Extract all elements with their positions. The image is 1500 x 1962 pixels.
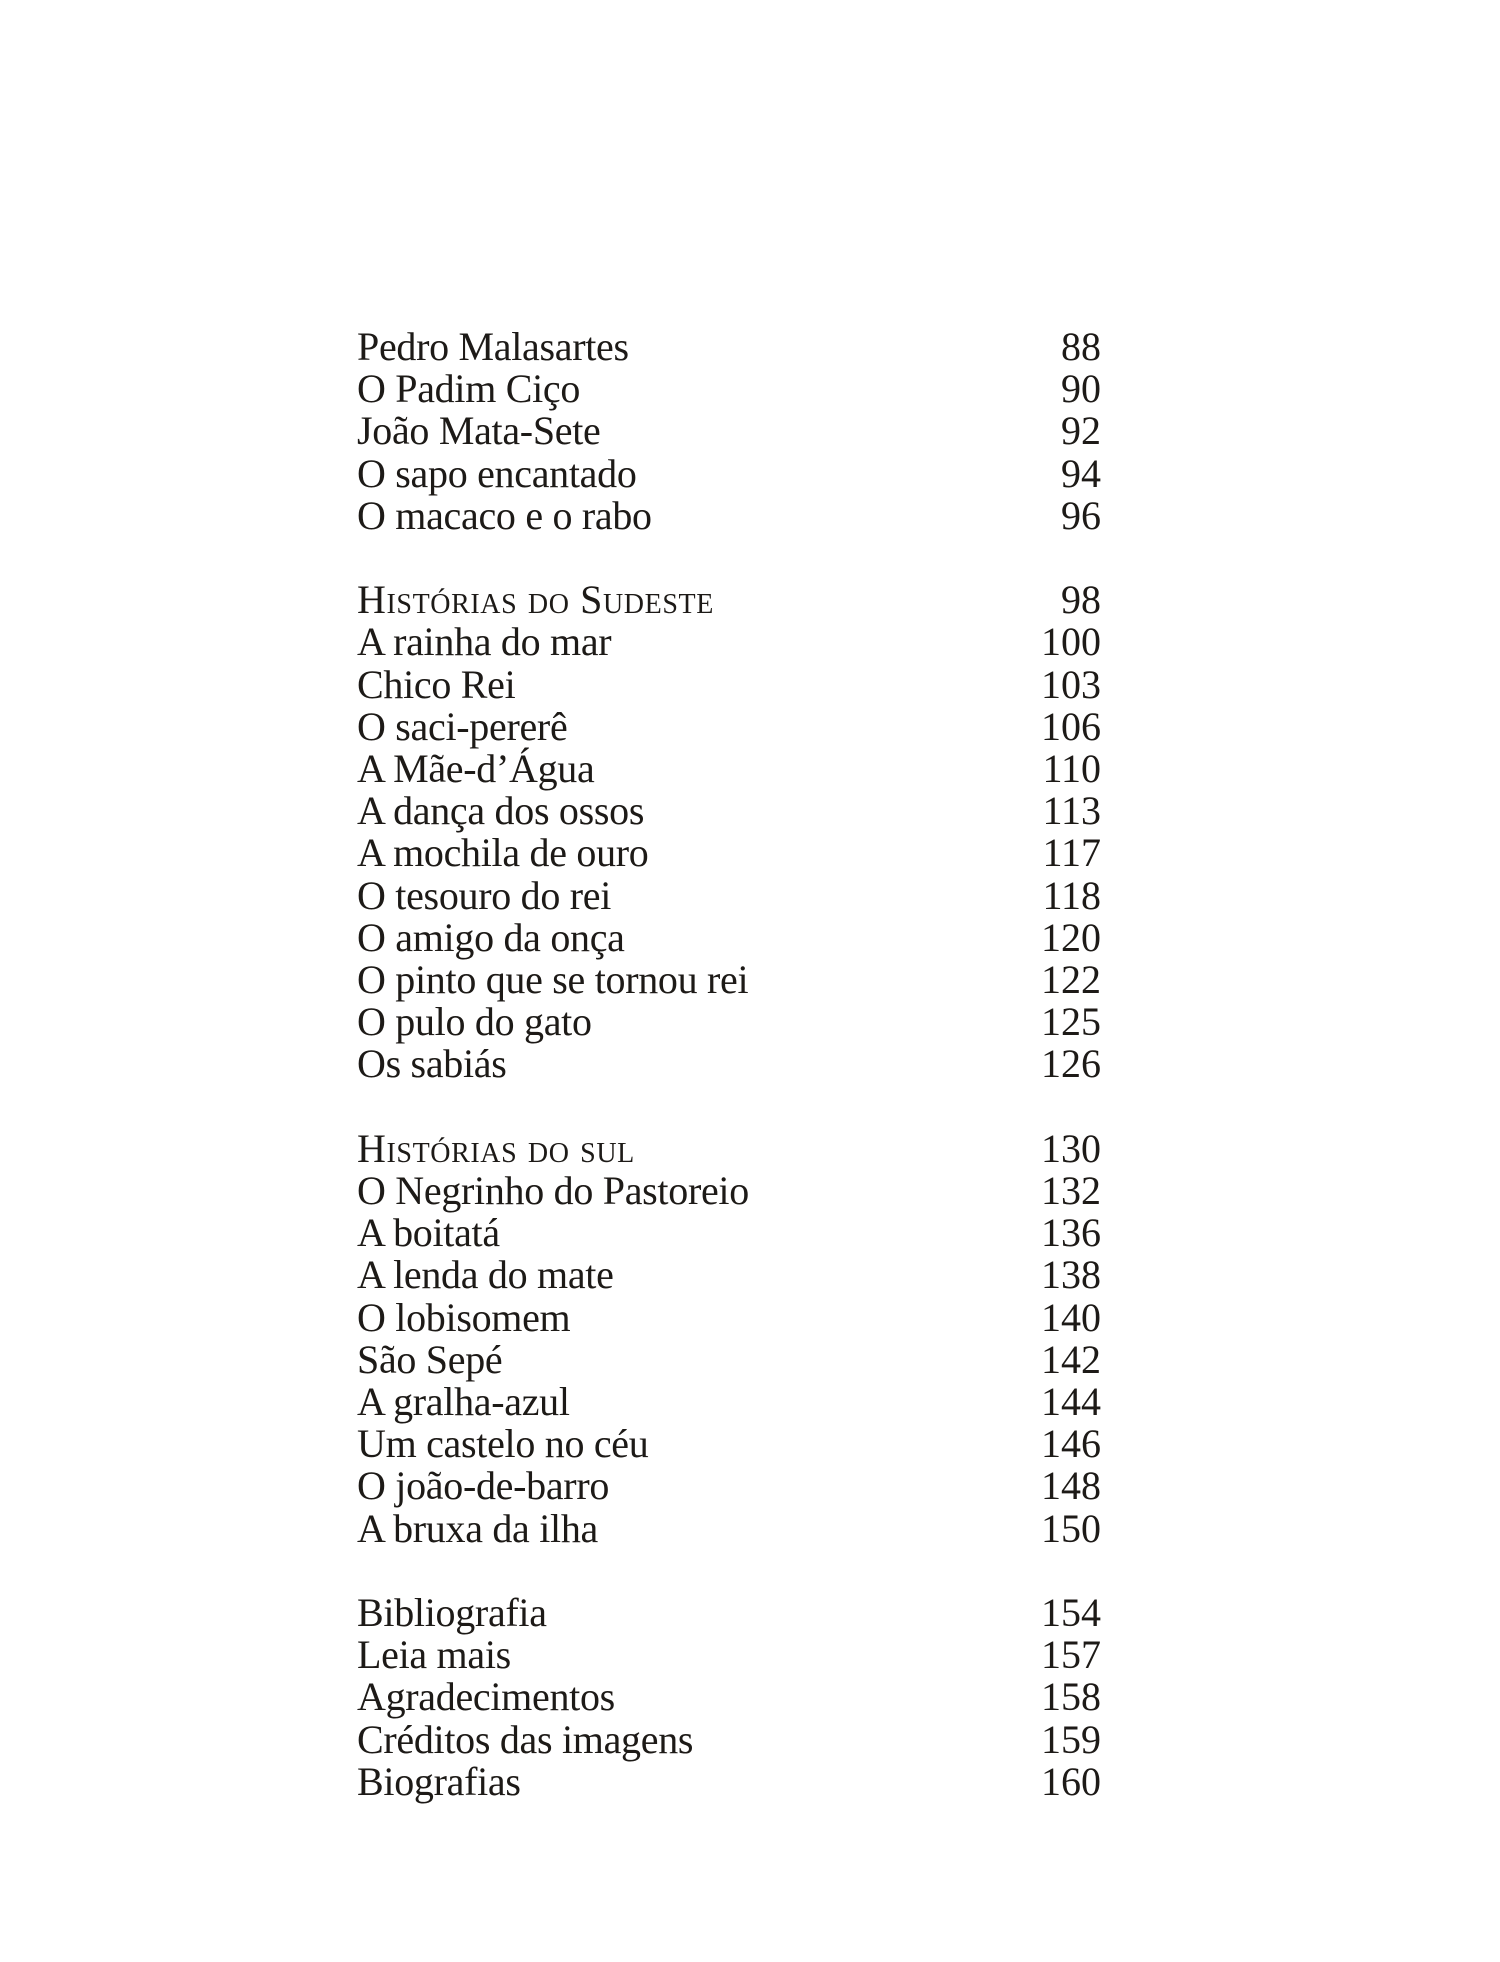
toc-page-number: 88 xyxy=(1061,324,1101,369)
toc-entry-row xyxy=(357,748,1101,790)
toc-entry-title: João Mata-Sete xyxy=(357,408,601,454)
toc-entry-title: Biografias xyxy=(357,1758,521,1804)
toc-page-number: 140 xyxy=(1041,1294,1101,1340)
toc-section xyxy=(357,1592,1101,1803)
toc-entry-title: O macaco e o rabo xyxy=(357,492,652,538)
toc-page-number: 148 xyxy=(1041,1463,1101,1509)
toc-page-number: 90 xyxy=(1061,366,1101,412)
toc-entry-row xyxy=(357,368,1101,410)
toc-entry-row xyxy=(357,326,1101,368)
toc-entry-title: O sapo encantado xyxy=(357,450,637,496)
toc-section-title: Histórias do sul xyxy=(357,1125,635,1171)
toc-entry-title: A Mãe-d’Água xyxy=(357,746,595,792)
toc-entry-title: Os sabiás xyxy=(357,1041,507,1087)
toc-entry-row xyxy=(357,703,1101,749)
toc-entry-row xyxy=(357,1212,1101,1254)
toc-entry-title: Pedro Malasartes xyxy=(357,324,629,369)
toc-page-number: 132 xyxy=(1041,1168,1101,1214)
toc-entry-row xyxy=(357,959,1101,1001)
toc-entry-title: O amigo da onça xyxy=(357,914,625,960)
toc-page-number: 157 xyxy=(1041,1632,1101,1678)
toc-page-number: 125 xyxy=(1041,999,1101,1045)
toc-entry-title: São Sepé xyxy=(357,1336,503,1382)
toc-entry-title: O Negrinho do Pastoreio xyxy=(357,1168,749,1214)
toc-page-number: 159 xyxy=(1041,1716,1101,1762)
toc-page-number: 103 xyxy=(1041,661,1101,707)
toc-entry-row xyxy=(357,450,1101,496)
toc-entry-row xyxy=(357,1676,1101,1718)
toc-entry-title: O tesouro do rei xyxy=(357,872,612,918)
toc-entry-title: Créditos das imagens xyxy=(357,1716,694,1762)
toc-page-number: 110 xyxy=(1042,746,1101,792)
toc-page-number: 138 xyxy=(1041,1252,1101,1298)
toc-entry-row xyxy=(357,492,1101,538)
toc-section-header-row xyxy=(357,579,1101,621)
toc-section-title: Histórias do Sudeste xyxy=(357,577,714,623)
toc-entry-title: O pinto que se tornou rei xyxy=(357,957,749,1003)
toc-page-number: 142 xyxy=(1041,1336,1101,1382)
toc-entry-title: A lenda do mate xyxy=(357,1252,614,1298)
toc-entry-title: O saci-pererê xyxy=(357,703,568,749)
toc-entry-row xyxy=(357,410,1101,452)
toc-entry-row xyxy=(357,1001,1101,1043)
toc-section xyxy=(357,326,1101,537)
toc-page-number: 122 xyxy=(1041,957,1101,1003)
toc-entry-row xyxy=(357,914,1101,960)
toc-page-number: 136 xyxy=(1041,1210,1101,1256)
toc-page-number: 118 xyxy=(1042,872,1101,918)
toc-page-number: 96 xyxy=(1061,492,1101,538)
toc-page-number: 150 xyxy=(1041,1505,1101,1551)
toc-entry-row xyxy=(357,661,1101,707)
toc-entry-row xyxy=(357,1294,1101,1340)
toc-page-number: 130 xyxy=(1041,1125,1101,1171)
toc-entry-row xyxy=(357,621,1101,663)
toc-entry-row xyxy=(357,872,1101,918)
toc-page-number: 146 xyxy=(1041,1421,1101,1467)
toc-entry-row xyxy=(357,790,1101,832)
toc-entry-title: Leia mais xyxy=(357,1632,511,1678)
toc-page-number: 120 xyxy=(1041,914,1101,960)
toc-entry-row xyxy=(357,1254,1101,1296)
toc-page-number: 160 xyxy=(1041,1758,1101,1804)
toc-page-number: 100 xyxy=(1041,619,1101,665)
toc-entry-row xyxy=(357,832,1101,874)
toc-entry-title: A boitatá xyxy=(357,1210,500,1256)
toc-entry-row xyxy=(357,1381,1101,1423)
toc-entry-title: O Padim Ciço xyxy=(357,366,581,412)
toc-entry-row xyxy=(357,1758,1101,1804)
toc-entry-row xyxy=(357,1423,1101,1465)
toc-entry-title: A dança dos ossos xyxy=(357,788,645,834)
toc-entry-row xyxy=(357,1634,1101,1676)
toc xyxy=(357,326,1101,1803)
toc-page-number: 92 xyxy=(1061,408,1101,454)
toc-section-header-row xyxy=(357,1125,1101,1171)
toc-page-number: 117 xyxy=(1042,830,1101,876)
toc-page-number: 154 xyxy=(1041,1590,1101,1636)
toc-entry-title: Chico Rei xyxy=(357,661,516,707)
toc-entry-row xyxy=(357,1465,1101,1507)
toc-entry-title: A rainha do mar xyxy=(357,619,612,665)
toc-entry-title: O joão-de-barro xyxy=(357,1463,610,1509)
toc-entry-title: A bruxa da ilha xyxy=(357,1505,598,1551)
toc-entry-title: Agradecimentos xyxy=(357,1674,615,1720)
toc-page-number: 158 xyxy=(1041,1674,1101,1720)
toc-page-number: 106 xyxy=(1041,703,1101,749)
toc-entry-title: O lobisomem xyxy=(357,1294,571,1340)
toc-entry-row xyxy=(357,1716,1101,1762)
toc-page-number: 126 xyxy=(1041,1041,1101,1087)
toc-page-number: 94 xyxy=(1061,450,1101,496)
toc-entry-row xyxy=(357,1592,1101,1634)
toc-entry-row xyxy=(357,1043,1101,1085)
toc-entry-title: A mochila de ouro xyxy=(357,830,649,876)
toc-entry-row xyxy=(357,1505,1101,1551)
toc-entry-title: A gralha-azul xyxy=(357,1379,570,1425)
toc-entry-row xyxy=(357,1170,1101,1212)
toc-section xyxy=(357,1125,1101,1551)
toc-entry-title: Um castelo no céu xyxy=(357,1421,649,1467)
toc-entry-title: O pulo do gato xyxy=(357,999,592,1045)
toc-entry-row xyxy=(357,1336,1101,1382)
toc-entry-title: Bibliografia xyxy=(357,1590,547,1636)
toc-page-number: 144 xyxy=(1041,1379,1101,1425)
toc-page-number: 113 xyxy=(1042,788,1101,834)
toc-page-number: 98 xyxy=(1061,577,1101,623)
toc-section xyxy=(357,579,1101,1085)
